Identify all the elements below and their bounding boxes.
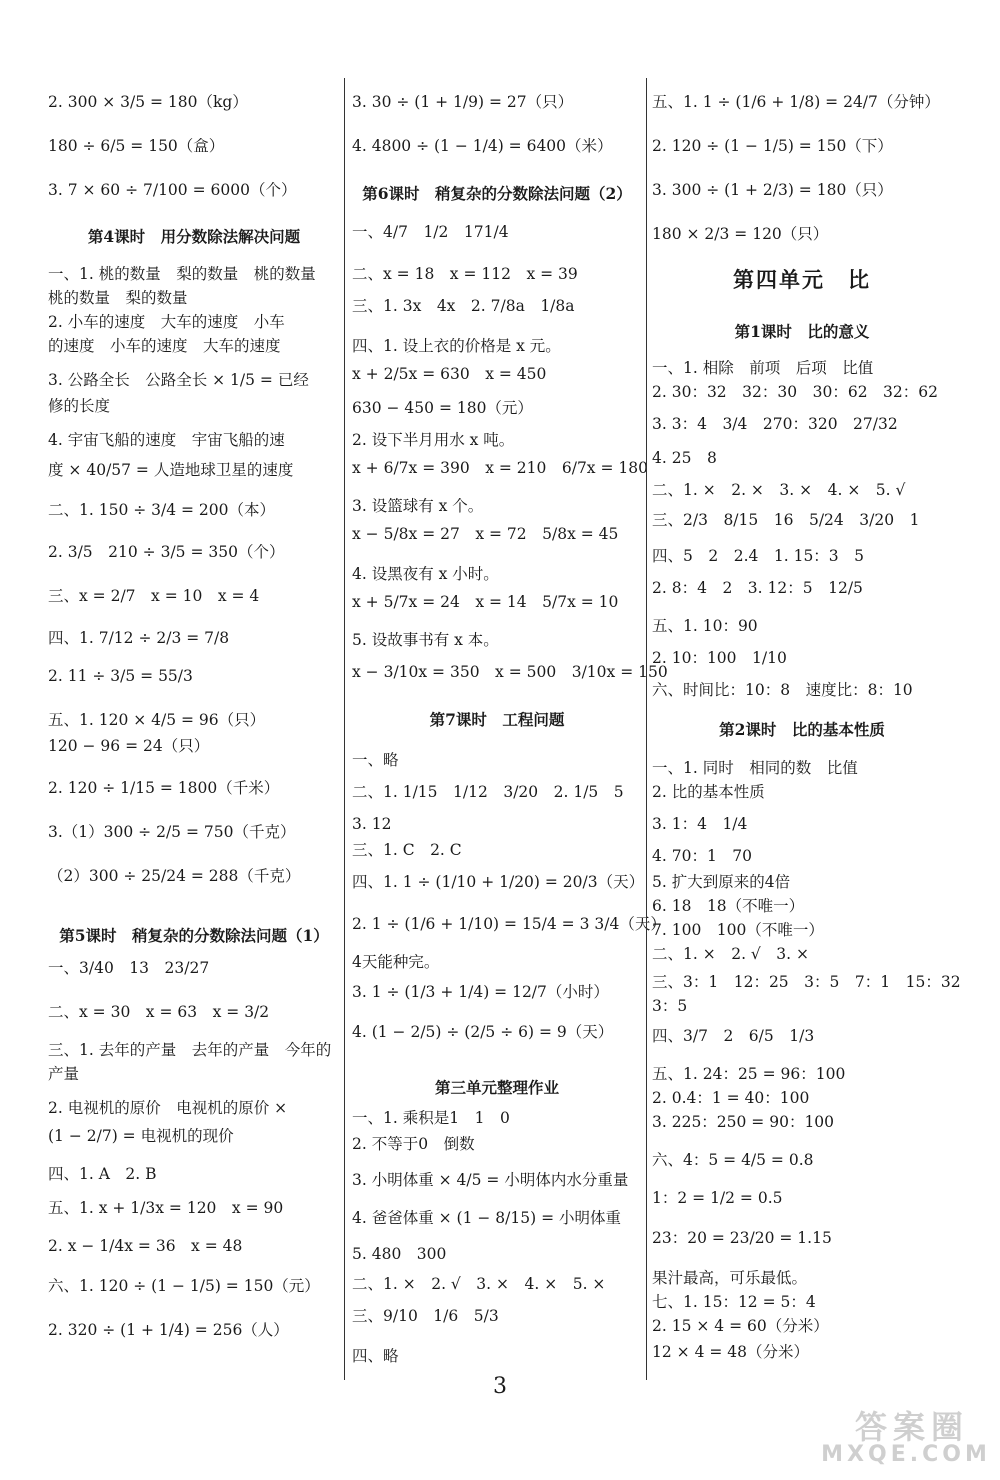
answer-line: 二、1. 1/15 1/12 3/20 2. 1/5 5: [352, 783, 624, 801]
answer-line: 5. 480 300: [352, 1245, 447, 1263]
answer-line: 一、1. 桃的数量 梨的数量 桃的数量: [48, 265, 316, 283]
answer-line: 3. 7 × 60 ÷ 7/100 = 6000（个）: [48, 181, 297, 199]
answer-line: 3. 225：250 = 90：100: [652, 1113, 835, 1131]
answer-line: 果汁最高，可乐最低。: [652, 1269, 808, 1287]
answer-line: 四、1. 7/12 ÷ 2/3 = 7/8: [48, 629, 230, 647]
answer-line: 180 × 2/3 = 120（只）: [652, 225, 829, 243]
answer-line: 2. 电视机的原价 电视机的原价 ×: [48, 1099, 288, 1117]
answer-line: 五、1. 10：90: [652, 617, 758, 635]
answer-line: 2. 比的基本性质: [652, 783, 765, 801]
answer-line: 三、1. 3x 4x 2. 7/8a 1/8a: [352, 297, 575, 315]
answer-line: 一、1. 同时 相同的数 比值: [652, 759, 858, 777]
answer-line: 630 − 450 = 180（元）: [352, 399, 533, 417]
answer-line: 3. 1 ÷ (1/3 + 1/4) = 12/7（小时）: [352, 983, 609, 1001]
answer-line: x + 6/7x = 390 x = 210 6/7x = 180: [352, 459, 648, 477]
section-heading: 第2课时 比的基本性质: [719, 720, 885, 739]
answer-line: 三、1. C 2. C: [352, 841, 462, 859]
answer-line: 七、1. 15：12 = 5：4: [652, 1293, 816, 1311]
answer-line: 二、x = 18 x = 112 x = 39: [352, 265, 578, 283]
answer-line: 一、1. 乘积是1 1 0: [352, 1109, 510, 1127]
answer-line: 3. 300 ÷ (1 + 2/3) = 180（只）: [652, 181, 893, 199]
answer-line: 2. 小车的速度 大车的速度 小车: [48, 313, 285, 331]
answer-line: 三、x = 2/7 x = 10 x = 4: [48, 587, 260, 605]
answer-line: 3. 设篮球有 x 个。: [352, 497, 484, 515]
answer-line: 六、4：5 = 4/5 = 0.8: [652, 1151, 814, 1169]
watermark: [820, 1402, 992, 1472]
answer-line: 3.（1）300 ÷ 2/5 = 750（千克）: [48, 823, 296, 841]
answer-line: 3. 公路全长 公路全长 × 1/5 = 已经: [48, 371, 309, 389]
answer-line: 二、1. × 2. √ 3. ×: [652, 945, 809, 963]
answer-line: 2. 8：4 2 3. 12：5 12/5: [652, 579, 863, 597]
answer-line: 4天能种完。: [352, 953, 440, 971]
answer-line: 2. 320 ÷ (1 + 1/4) = 256（人）: [48, 1321, 289, 1339]
answer-line: 2. 3/5 210 ÷ 3/5 = 350（个）: [48, 543, 285, 561]
answer-line: 四、1. 设上衣的价格是 x 元。: [352, 337, 561, 355]
answer-line: 四、3/7 2 6/5 1/3: [652, 1027, 815, 1045]
column-divider: [344, 78, 345, 1380]
answer-line: 4. 4800 ÷ (1 − 1/4) = 6400（米）: [352, 137, 613, 155]
answer-line: 1：2 = 1/2 = 0.5: [652, 1189, 783, 1207]
answer-line: 二、1. × 2. √ 3. × 4. × 5. ×: [352, 1275, 606, 1293]
answer-line: 一、1. 相除 前项 后项 比值: [652, 359, 874, 377]
answer-line: 2. 设下半月用水 x 吨。: [352, 431, 515, 449]
answer-line: 3：5: [652, 997, 688, 1015]
answer-line: 4. 70：1 70: [652, 847, 753, 865]
answer-line: x + 2/5x = 630 x = 450: [352, 365, 547, 383]
answer-line: 2. 300 × 3/5 = 180（kg）: [48, 93, 248, 111]
answer-line: 2. 1 ÷ (1/6 + 1/10) = 15/4 = 3 3/4（天）: [352, 915, 666, 933]
answer-line: 3. 3：4 3/4 270：320 27/32: [652, 415, 898, 433]
answer-line: 5. 扩大到原来的4倍: [652, 873, 791, 891]
answer-line: 2. 10：100 1/10: [652, 649, 787, 667]
answer-line: 23：20 = 23/20 = 1.15: [652, 1229, 832, 1247]
answer-line: 六、1. 120 ÷ (1 − 1/5) = 150（元）: [48, 1277, 320, 1295]
answer-line: 120 − 96 = 24（只）: [48, 737, 210, 755]
answer-line: 2. 120 ÷ 1/15 = 1800（千米）: [48, 779, 280, 797]
answer-line: 一、3/40 13 23/27: [48, 959, 210, 977]
answer-line: 4. 25 8: [652, 449, 717, 467]
answer-line: 3. 1：4 1/4: [652, 815, 748, 833]
answer-line: 三、9/10 1/6 5/3: [352, 1307, 499, 1325]
answer-line: 12 × 4 = 48（分米）: [652, 1343, 809, 1361]
answer-line: 修的长度: [48, 397, 111, 415]
answer-line: 产量: [48, 1065, 80, 1083]
answer-line: 2. x − 1/4x = 36 x = 48: [48, 1237, 243, 1255]
answer-line: 4. (1 − 2/5) ÷ (2/5 ÷ 6) = 9（天）: [352, 1023, 614, 1041]
answer-line: 四、略: [352, 1347, 399, 1365]
answer-line: 四、5 2 2.4 1. 15：3 5: [652, 547, 865, 565]
answer-line: 五、1. 24：25 = 96：100: [652, 1065, 846, 1083]
section-heading: 第7课时 工程问题: [429, 710, 565, 729]
answer-line: 二、1. × 2. × 3. × 4. × 5. √: [652, 481, 906, 499]
answer-line: 4. 爸爸体重 × (1 − 8/15) = 小明体重: [352, 1209, 622, 1227]
answer-line: 桃的数量 梨的数量: [48, 289, 188, 307]
answer-line: 2. 11 ÷ 3/5 = 55/3: [48, 667, 193, 685]
answer-line: （2）300 ÷ 25/24 = 288（千克）: [48, 867, 301, 885]
answer-line: 六、时间比：10：8 速度比：8：10: [652, 681, 913, 699]
answer-line: 4. 宇宙飞船的速度 宇宙飞船的速: [48, 431, 285, 449]
answer-line: x + 5/7x = 24 x = 14 5/7x = 10: [352, 593, 619, 611]
answer-line: 五、1. 1 ÷ (1/6 + 1/8) = 24/7（分钟）: [652, 93, 940, 111]
section-heading: 第5课时 稍复杂的分数除法问题（1）: [59, 926, 329, 945]
answer-line: 6. 18 18（不唯一）: [652, 897, 805, 915]
answer-line: 2. 0.4：1 = 40：100: [652, 1089, 810, 1107]
unit-title: 第四单元 比: [733, 267, 871, 292]
section-heading: 第1课时 比的意义: [734, 322, 870, 341]
answer-line: 一、略: [352, 751, 399, 769]
answer-line: 5. 设故事书有 x 本。: [352, 631, 499, 649]
answer-line: (1 − 2/7) = 电视机的现价: [48, 1127, 234, 1145]
answer-line: 一、4/7 1/2 171/4: [352, 223, 509, 241]
answer-line: 的速度 小车的速度 大车的速度: [48, 337, 281, 355]
answer-line: 2. 30：32 32：30 30：62 32：62: [652, 383, 939, 401]
answer-line: 四、1. 1 ÷ (1/10 + 1/20) = 20/3（天）: [352, 873, 645, 891]
answer-line: 2. 120 ÷ (1 − 1/5) = 150（下）: [652, 137, 893, 155]
answer-line: 三、1. 去年的产量 去年的产量 今年的: [48, 1041, 332, 1059]
answer-line: 180 ÷ 6/5 = 150（盒）: [48, 137, 225, 155]
answer-line: x − 5/8x = 27 x = 72 5/8x = 45: [352, 525, 619, 543]
answer-line: 3. 30 ÷ (1 + 1/9) = 27（只）: [352, 93, 574, 111]
answer-line: 2. 15 × 4 = 60（分米）: [652, 1317, 829, 1335]
watermark-logo-text: 答案圈: [854, 1408, 969, 1446]
answer-line: x − 3/10x = 350 x = 500 3/10x = 150: [352, 663, 668, 681]
answer-line: 7. 100 100（不唯一）: [652, 921, 824, 939]
answer-line: 4. 设黑夜有 x 小时。: [352, 565, 499, 583]
answer-line: 2. 不等于0 倒数: [352, 1135, 475, 1153]
answer-line: 三、2/3 8/15 16 5/24 3/20 1: [652, 511, 920, 529]
section-heading: 第4课时 用分数除法解决问题: [87, 227, 301, 246]
section-heading: 第三单元整理作业: [434, 1078, 559, 1097]
answer-line: 二、1. 150 ÷ 3/4 = 200（本）: [48, 501, 276, 519]
answer-line: 四、1. A 2. B: [48, 1165, 157, 1183]
answer-line: 3. 小明体重 × 4/5 = 小明体内水分重量: [352, 1171, 629, 1189]
answer-line: 二、x = 30 x = 63 x = 3/2: [48, 1003, 270, 1021]
answer-line: 3. 12: [352, 815, 392, 833]
answer-line: 度 × 40/57 = 人造地球卫星的速度: [48, 461, 294, 479]
answer-line: 三、3：1 12：25 3：5 7：1 15：32: [652, 973, 961, 991]
answer-line: 五、1. 120 × 4/5 = 96（只）: [48, 711, 266, 729]
section-heading: 第6课时 稍复杂的分数除法问题（2）: [362, 184, 632, 203]
page-number: 3: [493, 1374, 507, 1399]
answer-line: 五、1. x + 1/3x = 120 x = 90: [48, 1199, 284, 1217]
watermark-url: MXQE.COM: [821, 1442, 991, 1467]
column-divider: [646, 78, 647, 1380]
